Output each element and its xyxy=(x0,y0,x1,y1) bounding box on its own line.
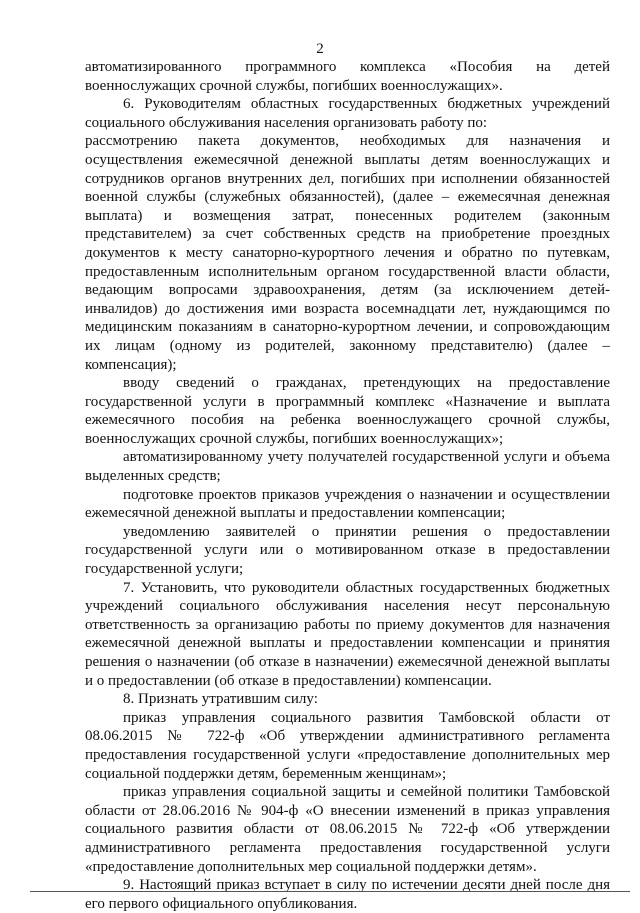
text-line: инвалидов) до достижения ими возраста восемнадцати лет, нуждающимся по xyxy=(85,300,610,317)
text-line: документов к месту санаторно-курортного лечения и обратно по путевкам, xyxy=(85,244,610,261)
page-number: 2 xyxy=(316,41,324,57)
bottom-rule xyxy=(30,891,630,892)
text-line: их лицам (одному из родителей, законному представителю) (далее – xyxy=(85,337,610,354)
text-line: вводу сведений о гражданах, претендующих на предоставление xyxy=(123,375,610,392)
text-line: социального обслуживания населения организовать работу по: xyxy=(85,114,488,131)
text-line: компенсация); xyxy=(85,356,177,373)
text-line: 7. Установить, что руководители областных государственных бюджетных xyxy=(123,579,610,596)
text-line: государственной услуги или о мотивированном отказе в предоставлении xyxy=(85,542,610,559)
text-line: и о предоставлении (об отказе в предоставлении) компенсации. xyxy=(85,672,492,689)
text-line: 9. Настоящий приказ вступает в силу по истечении десяти дней после дня xyxy=(123,877,610,894)
text-line: осуществления ежемесячной денежной выплаты детям военнослужащих и xyxy=(85,151,610,168)
text-line: сотрудников органов внутренних дел, погибших при исполнении обязанностей xyxy=(85,170,610,187)
text-line: выделенных средств; xyxy=(85,468,221,485)
text-line: автоматизированного программного комплекса «Пособия на детей xyxy=(85,59,610,75)
text-line: приказ управления социального развития Тамбовской области от xyxy=(123,709,610,726)
text-line: административного регламента предоставления государственной услуги xyxy=(85,839,610,856)
text-line: «предоставление дополнительных мер социальной поддержки детям». xyxy=(85,858,537,875)
text-line: медицинским показаниям в санаторно-курортном лечении, и сопровождающим xyxy=(85,319,610,336)
text-line: ответственность за организацию работы по приему документов для назначения xyxy=(85,616,610,633)
text-line: автоматизированному учету получателей государственной услуги и объема xyxy=(123,449,610,466)
text-line: 6. Руководителям областных государственных бюджетных учреждений xyxy=(123,96,610,113)
text-line: уведомлению заявителей о принятии решения о предоставлении xyxy=(123,523,610,540)
text-line: социальной поддержки детям, беременным женщинам»; xyxy=(85,765,447,782)
text-line: области от 28.06.2016 № 904-ф «О внесении изменений в приказ управления xyxy=(85,802,610,819)
text-line: предоставленным исполнительным органом государственной власти области, xyxy=(85,263,610,280)
text-line: социального развития области от 08.06.2015 № 722-ф «Об утверждении xyxy=(85,821,610,838)
text-line: выплата) и возмещения затрат, понесенных родителем (законным xyxy=(85,207,610,224)
text-line: военнослужащих срочной службы, погибших военнослужащих». xyxy=(85,77,503,94)
text-line: решения о назначении (об отказе в назначении) ежемесячной денежной выплаты xyxy=(85,654,610,670)
text-line: военной службы (служебных обязанностей), (далее – ежемесячная денежная xyxy=(85,189,610,206)
text-line: предоставления государственной услуги «предоставление дополнительных мер xyxy=(85,746,610,763)
text-line: ежемесячной денежной выплаты и предоставлении компенсации и принятия xyxy=(85,635,610,652)
text-line: 8. Признать утратившим силу: xyxy=(123,691,318,708)
text-line: ведающим вопросами здравоохранения, детям (за исключением детей- xyxy=(85,282,610,299)
text-line: его первого официального опубликования. xyxy=(85,895,358,912)
text-line: рассмотрению пакета документов, необходимых для назначения и xyxy=(85,133,610,150)
text-line: приказ управления социальной защиты и семейной политики Тамбовской xyxy=(123,784,610,801)
text-line: представителем) за счет собственных средств на приобретение проездных xyxy=(85,226,610,243)
text-line: ежемесячного пособия на ребенка военнослужащего срочной службы, xyxy=(85,412,610,429)
text-line: подготовке проектов приказов учреждения о назначении и осуществлении xyxy=(123,486,610,503)
text-line: государственной услуги в программный комплекс «Назначение и выплата xyxy=(85,393,610,410)
text-line: ежемесячной денежной выплаты и предоставлении компенсации; xyxy=(85,505,506,522)
text-line: военнослужащих срочной службы, погибших военнослужащих»; xyxy=(85,430,504,447)
document-body xyxy=(85,58,610,913)
text-line: учреждений социального обслуживания населения несут персональную xyxy=(85,598,610,615)
text-line: 08.06.2015 № 722-ф «Об утверждении административного регламента xyxy=(85,728,610,745)
text-line: государственной услуги; xyxy=(85,561,244,578)
